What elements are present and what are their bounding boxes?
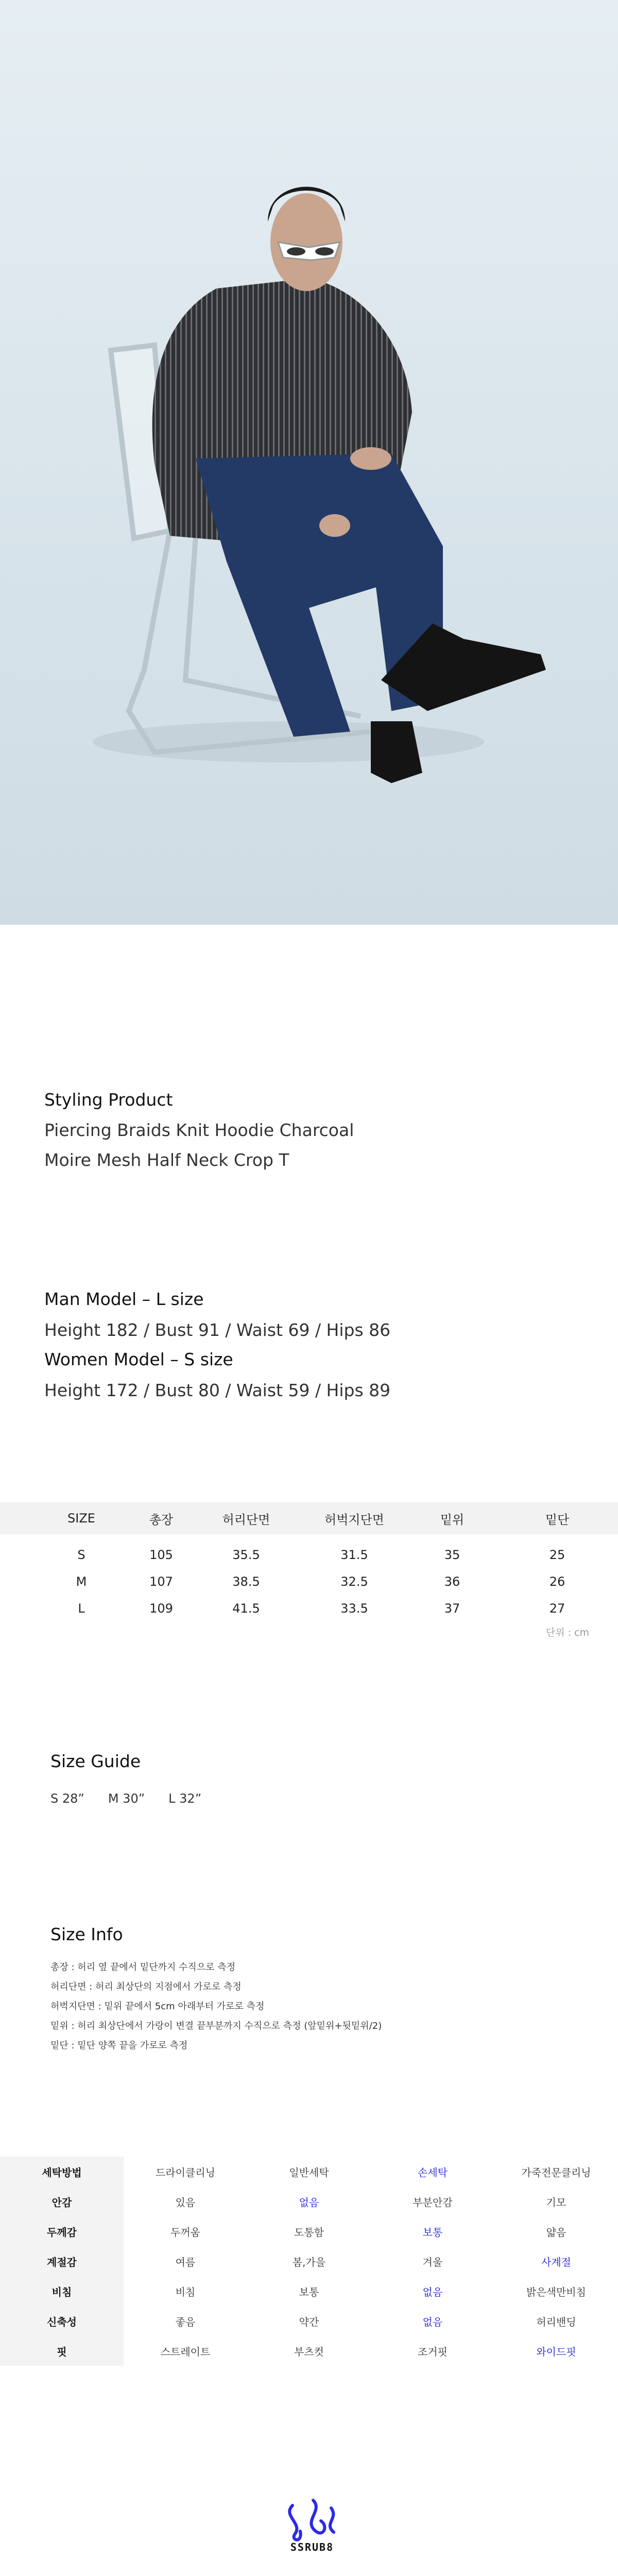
care-option: 도통함 (294, 2226, 324, 2239)
brand-logo-icon (272, 2495, 352, 2557)
care-option: 손세탁 (418, 2166, 448, 2179)
care-option: 없음 (422, 2315, 443, 2328)
styling-product-section (44, 1091, 354, 1168)
care-option: 스트레이트 (160, 2345, 211, 2358)
care-row (0, 2157, 618, 2187)
header-rise: 밑위 (440, 1512, 465, 1527)
table-cell: 107 (149, 1574, 173, 1589)
table-cell: M (76, 1574, 87, 1589)
women-model-title: Women Model – S size (44, 1349, 233, 1369)
care-option: 기모 (546, 2196, 566, 2209)
care-row (0, 2276, 618, 2306)
table-cell: 27 (549, 1601, 565, 1616)
size-guide-section (50, 1753, 225, 1806)
model-photo-illustration (0, 0, 618, 925)
model-photo (0, 0, 618, 925)
size-info-line: 밑단 : 밑단 양쪽 끝을 가로로 측정 (50, 2040, 188, 2051)
care-option: 좋음 (175, 2315, 196, 2328)
fabric-care-table (0, 2157, 618, 2366)
care-option: 있음 (175, 2196, 196, 2209)
care-option: 와이드핏 (536, 2345, 576, 2358)
women-model-measurements: Height 172 / Bust 80 / Waist 59 / Hips 89 (44, 1380, 391, 1400)
care-row-label: 비침 (0, 2276, 124, 2306)
care-option: 보통 (422, 2226, 443, 2239)
man-model-measurements: Height 182 / Bust 91 / Waist 69 / Hips 86 (44, 1320, 391, 1340)
table-cell: 109 (149, 1601, 173, 1616)
care-row (0, 2216, 618, 2246)
table-cell: S (77, 1548, 85, 1562)
size-guide-title: Size Guide (50, 1751, 141, 1771)
care-row (0, 2336, 618, 2366)
care-option: 봄,가을 (292, 2256, 326, 2268)
care-option: 가죽전문클리닝 (521, 2166, 591, 2179)
care-option: 부분안감 (413, 2196, 453, 2209)
care-option: 약간 (299, 2315, 319, 2328)
table-cell: 25 (549, 1548, 565, 1562)
care-row-label: 계절감 (0, 2246, 124, 2276)
size-table-header (0, 1502, 618, 1534)
header-size: SIZE (67, 1511, 95, 1526)
table-row (0, 1541, 618, 1568)
header-waist: 허리단면 (222, 1512, 270, 1527)
care-option: 밝은색만비침 (526, 2285, 586, 2298)
size-info-section (50, 1926, 382, 2060)
care-option: 없음 (422, 2285, 443, 2298)
size-guide-s: S 28” (50, 1791, 84, 1806)
size-guide-m: M 30” (108, 1791, 145, 1806)
brand-logo (272, 2495, 352, 2557)
care-option: 허리밴딩 (536, 2315, 576, 2328)
table-cell: 26 (549, 1574, 565, 1589)
header-hem: 밑단 (545, 1512, 570, 1527)
table-cell: 41.5 (232, 1601, 260, 1616)
brand-logo-text: SSRUB8 (290, 2541, 334, 2553)
care-option: 드라이클리닝 (156, 2166, 215, 2179)
care-option: 사계절 (541, 2256, 571, 2268)
table-cell: 32.5 (340, 1574, 368, 1589)
care-option: 없음 (299, 2196, 319, 2209)
styling-product-2: Moire Mesh Half Neck Crop T (44, 1150, 289, 1170)
table-cell: 35.5 (232, 1548, 260, 1562)
care-option: 조거핏 (418, 2345, 448, 2358)
size-info-line: 허벅지단면 : 밑위 끝에서 5cm 아래부터 가로로 측정 (50, 2001, 265, 2012)
table-cell: 38.5 (232, 1574, 260, 1589)
man-model-title: Man Model – L size (44, 1289, 204, 1309)
care-option: 비침 (175, 2285, 196, 2298)
styling-title: Styling Product (44, 1090, 173, 1110)
care-row-label: 세탁방법 (0, 2157, 124, 2187)
table-cell: 36 (444, 1574, 460, 1589)
size-info-line: 밑위 : 허리 최상단에서 가랑이 변결 끝부분까지 수직으로 측정 (앞밑위+뒷밑위/2) (50, 2021, 382, 2031)
size-guide-l: L 32” (168, 1791, 202, 1806)
table-cell: 31.5 (340, 1548, 368, 1562)
table-cell: 37 (444, 1601, 460, 1616)
care-option: 얇음 (546, 2226, 566, 2239)
care-option: 겨울 (422, 2256, 443, 2268)
care-option: 여름 (175, 2256, 196, 2268)
size-info-title: Size Info (50, 1924, 123, 1944)
header-thigh: 허벅지단면 (324, 1512, 384, 1527)
table-cell: 105 (149, 1548, 173, 1562)
table-cell: 33.5 (340, 1601, 368, 1616)
unit-label: 단위 : cm (545, 1627, 589, 1638)
table-row (0, 1568, 618, 1595)
care-row-label: 신축성 (0, 2306, 124, 2336)
care-row (0, 2306, 618, 2336)
care-row (0, 2187, 618, 2216)
care-row-label: 안감 (0, 2187, 124, 2216)
header-total-length: 총장 (149, 1512, 174, 1527)
care-option: 부츠컷 (294, 2345, 324, 2358)
care-row-label: 두께감 (0, 2216, 124, 2246)
model-info-section (44, 1291, 390, 1399)
table-row (0, 1595, 618, 1622)
care-option: 보통 (299, 2285, 319, 2298)
table-cell: 35 (444, 1548, 460, 1562)
care-option: 일반세탁 (289, 2166, 329, 2179)
care-row-label: 핏 (0, 2336, 124, 2366)
size-info-line: 허리단면 : 허리 최상단의 지점에서 가로로 측정 (50, 1981, 242, 1992)
care-option: 두꺼움 (170, 2226, 200, 2239)
size-table (0, 1502, 618, 1622)
care-row (0, 2246, 618, 2276)
styling-product-1: Piercing Braids Knit Hoodie Charcoal (44, 1120, 354, 1140)
table-cell: L (78, 1601, 85, 1616)
size-info-line: 총장 : 허리 옆 끝에서 밑단까지 수직으로 측정 (50, 1962, 236, 1973)
